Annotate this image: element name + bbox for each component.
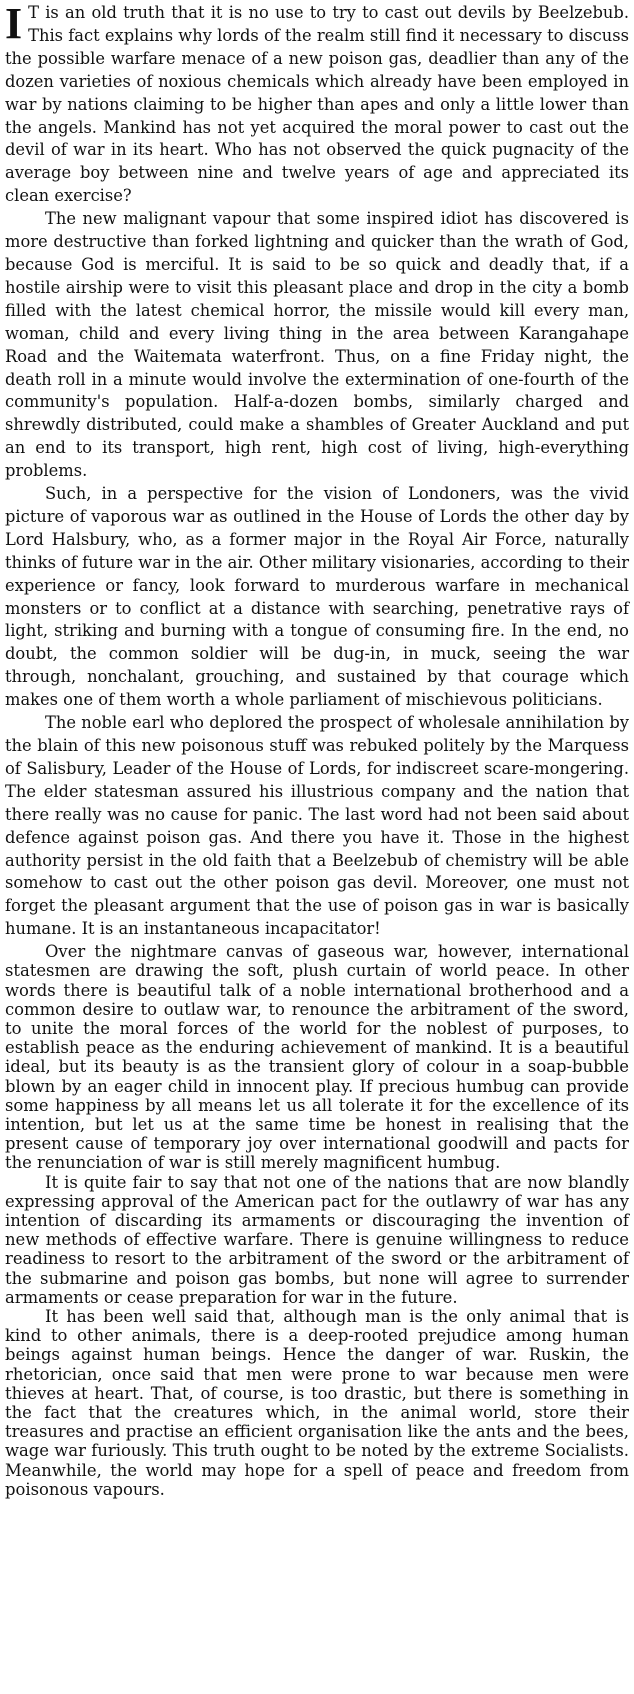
drop-cap: I	[5, 0, 23, 48]
paragraph-7: It has been well said that, although man is the only animal that is kind to other animals, there is a deep-rooted prejudice among human beings against human beings. Hence the danger of war. Ruskin, the rhetorician, once said that men were prone to war because men were thieves at heart. That, of course, is too drastic, but there is something in the fact that the creatures which, in the animal world, store their treasures and practise an efficient organisation like the ants and the bees, wage war furiously. This truth ought to be noted by the extreme Socialists. Meanwhile, the world may hope for a spell of peace and freedom from poisonous vapours.	[5, 1307, 629, 1499]
paragraph-4: The noble earl who deplored the prospect of wholesale annihilation by the blain of this new poisonous stuff was rebuked politely by the Marquess of Salisbury, Leader of the House of Lords, for indiscreet scare-mongering. The elder statesman assured his illustrious company and the nation that there really was no cause for panic. The last word had not been said about defence against poison gas. And there you have it. Those in the highest authority persist in the old faith that a Beelzebub of chemistry will be able somehow to cast out the other poison gas devil. Moreover, one must not forget the pleasant argument that the use of poison gas in war is basically humane. It is an instantaneous incapacitator!	[5, 713, 629, 939]
paragraph-1	[5, 2, 629, 208]
article-section-upper	[5, 2, 629, 941]
article-section-lower	[5, 942, 629, 1499]
paragraph-1-text: T is an old truth that it is no use to try to cast out devils by Beelzebub. This fact explains why lords of the realm still find it necessary to discuss the possible warfare menace of a new poison gas, deadlier than any of the dozen varieties of noxious chemicals which already have been employed in war by nations claiming to be higher than apes and only a little lower than the angels. Mankind has not yet acquired the moral power to cast out the devil of war in its heart. Who has not observed the quick pugnacity of the average boy between nine and twelve years of age and appreciated its clean exercise?	[5, 3, 629, 206]
article	[5, 2, 629, 1499]
paragraph-3: Such, in a perspective for the vision of Londoners, was the vivid picture of vaporous war as outlined in the House of Lords the other day by Lord Halsbury, who, as a former major in the Royal Air Force, naturally thinks of future war in the air. Other military visionaries, according to their experience or fancy, look forward to murderous warfare in mechanical monsters or to conflict at a distance with searching, penetrative rays of light, striking and burning with a tongue of consuming fire. In the end, no doubt, the common soldier will be dug-in, in muck, seeing the war through, nonchalant, grouching, and sustained by that courage which makes one of them worth a whole parliament of mischievous politicians.	[5, 484, 629, 710]
paragraph-5: Over the nightmare canvas of gaseous war, however, international statesmen are drawing the soft, plush curtain of world peace. In other words there is beautiful talk of a noble international brotherhood and a common desire to outlaw war, to renounce the arbitrament of the sword, to unite the moral forces of the world for the noblest of purposes, to establish peace as the enduring achievement of mankind. It is a beautiful ideal, but its beauty is as the transient glory of colour in a soap-bubble blown by an eager child in innocent play. If precious humbug can provide some happiness by all means let us all tolerate it for the excellence of its intention, but let us at the same time be honest in realising that the present cause of temporary joy over international goodwill and pacts for the renunciation of war is still merely magnificent humbug.	[5, 942, 629, 1173]
paragraph-2: The new malignant vapour that some inspired idiot has discovered is more destructive than forked lightning and quicker than the wrath of God, because God is merciful. It is said to be so quick and deadly that, if a hostile airship were to visit this pleasant place and drop in the city a bomb filled with the latest chemical horror, the missile would kill every man, woman, child and every living thing in the area between Karangahape Road and the Waitemata waterfront. Thus, on a fine Friday night, the death roll in a minute would involve the extermination of one-fourth of the community's population. Half-a-dozen bombs, similarly charged and shrewdly distributed, could make a shambles of Greater Auckland and put an end to its transport, high rent, high cost of living, high-everything problems.	[5, 209, 629, 481]
paragraph-6: It is quite fair to say that not one of the nations that are now blandly expressing approval of the American pact for the outlawry of war has any intention of discarding its armaments or discouraging the invention of new methods of effective warfare. There is genuine willingness to reduce readiness to resort to the arbitrament of the sword or the arbitrament of the submarine and poison gas bombs, but none will agree to surrender armaments or cease preparation for war in the future.	[5, 1172, 629, 1307]
